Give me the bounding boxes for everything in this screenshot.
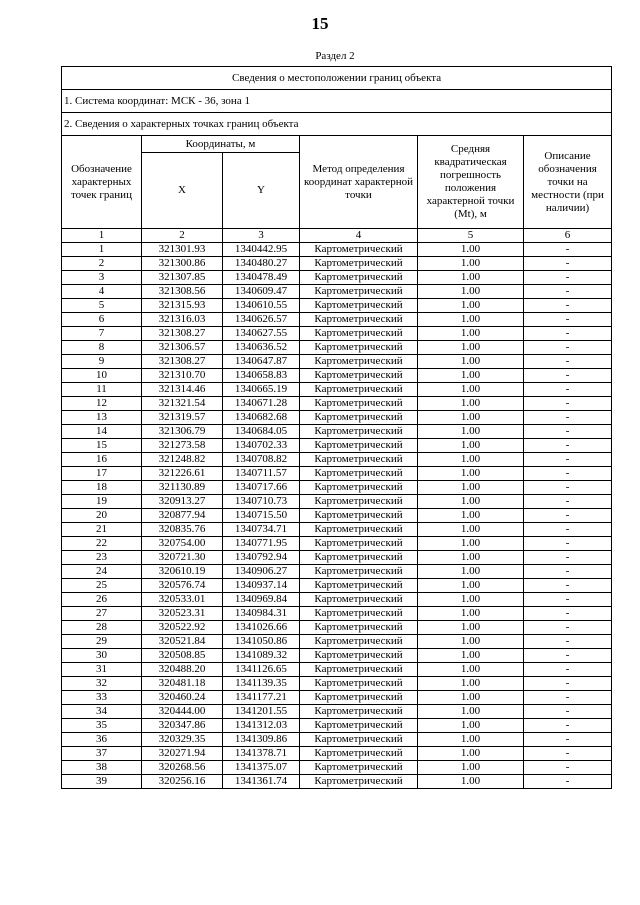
coord-y: 1341309.86 [223, 733, 300, 747]
column-number: 4 [300, 229, 418, 243]
error-value: 1.00 [418, 537, 524, 551]
coord-x: 320721.30 [142, 551, 223, 565]
description: - [524, 271, 612, 285]
coord-system-label: 1. Система координат: МСК - 36, зона 1 [62, 90, 612, 113]
error-value: 1.00 [418, 299, 524, 313]
description: - [524, 453, 612, 467]
point-id: 5 [62, 299, 142, 313]
table-row [62, 663, 612, 677]
coord-x: 320460.24 [142, 691, 223, 705]
error-value: 1.00 [418, 579, 524, 593]
coord-x: 321308.27 [142, 327, 223, 341]
coord-x: 321321.54 [142, 397, 223, 411]
error-value: 1.00 [418, 341, 524, 355]
method: Картометрический [300, 663, 418, 677]
method: Картометрический [300, 411, 418, 425]
error-value: 1.00 [418, 593, 524, 607]
coord-x: 320347.86 [142, 719, 223, 733]
description: - [524, 537, 612, 551]
method: Картометрический [300, 285, 418, 299]
description: - [524, 523, 612, 537]
point-id: 23 [62, 551, 142, 565]
table-row [62, 467, 612, 481]
error-value: 1.00 [418, 495, 524, 509]
error-value: 1.00 [418, 439, 524, 453]
table-row [62, 551, 612, 565]
description: - [524, 509, 612, 523]
coord-x: 320877.94 [142, 509, 223, 523]
coord-x: 320754.00 [142, 537, 223, 551]
point-id: 12 [62, 397, 142, 411]
column-number: 3 [223, 229, 300, 243]
coord-x: 321314.46 [142, 383, 223, 397]
coord-y: 1341201.55 [223, 705, 300, 719]
point-id: 20 [62, 509, 142, 523]
coord-x: 321300.86 [142, 257, 223, 271]
description: - [524, 649, 612, 663]
coord-y: 1340658.83 [223, 369, 300, 383]
coord-x: 320576.74 [142, 579, 223, 593]
header-x: X [142, 153, 223, 229]
description: - [524, 733, 612, 747]
description: - [524, 397, 612, 411]
description: - [524, 369, 612, 383]
coord-x: 321130.89 [142, 481, 223, 495]
coord-x: 320523.31 [142, 607, 223, 621]
coord-y: 1341050.86 [223, 635, 300, 649]
point-id: 22 [62, 537, 142, 551]
description: - [524, 327, 612, 341]
point-id: 7 [62, 327, 142, 341]
coord-y: 1340671.28 [223, 397, 300, 411]
coord-x: 320610.19 [142, 565, 223, 579]
method: Картометрический [300, 523, 418, 537]
coord-y: 1341361.74 [223, 775, 300, 789]
header-description: Описание обозначения точки на местности (при наличии) [524, 136, 612, 229]
coord-x: 320521.84 [142, 635, 223, 649]
coord-x: 320522.92 [142, 621, 223, 635]
coord-y: 1341126.65 [223, 663, 300, 677]
error-value: 1.00 [418, 257, 524, 271]
method: Картометрический [300, 579, 418, 593]
column-number: 5 [418, 229, 524, 243]
error-value: 1.00 [418, 369, 524, 383]
point-id: 11 [62, 383, 142, 397]
method: Картометрический [300, 369, 418, 383]
header-error: Средняя квадратическая погрешность положения характерной точки (Mt), м [418, 136, 524, 229]
coord-x: 321226.61 [142, 467, 223, 481]
coord-x: 321315.93 [142, 299, 223, 313]
error-value: 1.00 [418, 705, 524, 719]
coord-y: 1340792.94 [223, 551, 300, 565]
coord-y: 1340734.71 [223, 523, 300, 537]
error-value: 1.00 [418, 621, 524, 635]
point-id: 4 [62, 285, 142, 299]
error-value: 1.00 [418, 481, 524, 495]
method: Картометрический [300, 327, 418, 341]
table-row [62, 425, 612, 439]
error-value: 1.00 [418, 327, 524, 341]
method: Картометрический [300, 439, 418, 453]
table-row [62, 523, 612, 537]
coord-y: 1340906.27 [223, 565, 300, 579]
coord-x: 321316.03 [142, 313, 223, 327]
column-number-row [62, 229, 612, 243]
coord-y: 1341378.71 [223, 747, 300, 761]
method: Картометрический [300, 243, 418, 257]
section-label: Раздел 2 [315, 50, 355, 62]
table-row [62, 369, 612, 383]
method: Картометрический [300, 705, 418, 719]
method: Картометрический [300, 467, 418, 481]
coord-y: 1341089.32 [223, 649, 300, 663]
description: - [524, 593, 612, 607]
coord-x: 321308.27 [142, 355, 223, 369]
coord-y: 1340636.52 [223, 341, 300, 355]
coord-x: 320444.00 [142, 705, 223, 719]
table-row [62, 593, 612, 607]
coord-y: 1341026.66 [223, 621, 300, 635]
column-number: 6 [524, 229, 612, 243]
table-row [62, 285, 612, 299]
point-id: 15 [62, 439, 142, 453]
description: - [524, 551, 612, 565]
coord-y: 1340647.87 [223, 355, 300, 369]
coord-y: 1340708.82 [223, 453, 300, 467]
method: Картометрический [300, 733, 418, 747]
coord-y: 1340478.49 [223, 271, 300, 285]
coord-y: 1340610.55 [223, 299, 300, 313]
error-value: 1.00 [418, 663, 524, 677]
coord-y: 1341375.07 [223, 761, 300, 775]
table-row [62, 705, 612, 719]
method: Картометрический [300, 691, 418, 705]
description: - [524, 467, 612, 481]
table-row [62, 635, 612, 649]
table-row [62, 481, 612, 495]
error-value: 1.00 [418, 635, 524, 649]
table-row [62, 271, 612, 285]
coord-y: 1340684.05 [223, 425, 300, 439]
coord-x: 321319.57 [142, 411, 223, 425]
points-section-title: 2. Сведения о характерных точках границ объекта [62, 113, 612, 136]
description: - [524, 663, 612, 677]
description: - [524, 481, 612, 495]
point-id: 10 [62, 369, 142, 383]
point-id: 27 [62, 607, 142, 621]
description: - [524, 691, 612, 705]
table-row [62, 677, 612, 691]
description: - [524, 495, 612, 509]
error-value: 1.00 [418, 719, 524, 733]
coord-y: 1340937.14 [223, 579, 300, 593]
description: - [524, 383, 612, 397]
description: - [524, 411, 612, 425]
description: - [524, 719, 612, 733]
point-id: 30 [62, 649, 142, 663]
table-row [62, 327, 612, 341]
point-id: 14 [62, 425, 142, 439]
point-id: 1 [62, 243, 142, 257]
coord-y: 1340480.27 [223, 257, 300, 271]
point-id: 38 [62, 761, 142, 775]
method: Картометрический [300, 481, 418, 495]
point-id: 16 [62, 453, 142, 467]
table-row [62, 411, 612, 425]
method: Картометрический [300, 761, 418, 775]
point-id: 37 [62, 747, 142, 761]
header-coordinates: Координаты, м [142, 136, 300, 153]
error-value: 1.00 [418, 649, 524, 663]
table-row [62, 537, 612, 551]
method: Картометрический [300, 565, 418, 579]
coord-x: 320488.20 [142, 663, 223, 677]
coord-y: 1341139.35 [223, 677, 300, 691]
description: - [524, 299, 612, 313]
error-value: 1.00 [418, 271, 524, 285]
error-value: 1.00 [418, 509, 524, 523]
description: - [524, 635, 612, 649]
table-row [62, 579, 612, 593]
error-value: 1.00 [418, 397, 524, 411]
point-id: 24 [62, 565, 142, 579]
error-value: 1.00 [418, 733, 524, 747]
coord-y: 1340710.73 [223, 495, 300, 509]
table-row [62, 621, 612, 635]
method: Картометрический [300, 453, 418, 467]
coord-x: 320533.01 [142, 593, 223, 607]
point-id: 39 [62, 775, 142, 789]
point-id: 35 [62, 719, 142, 733]
method: Картометрический [300, 621, 418, 635]
description: - [524, 677, 612, 691]
point-id: 18 [62, 481, 142, 495]
point-id: 26 [62, 593, 142, 607]
method: Картометрический [300, 607, 418, 621]
table-row [62, 257, 612, 271]
description: - [524, 747, 612, 761]
method: Картометрический [300, 719, 418, 733]
coord-x: 320256.16 [142, 775, 223, 789]
description: - [524, 565, 612, 579]
coord-x: 321306.57 [142, 341, 223, 355]
description: - [524, 775, 612, 789]
point-id: 13 [62, 411, 142, 425]
point-id: 17 [62, 467, 142, 481]
method: Картометрический [300, 397, 418, 411]
coord-x: 320913.27 [142, 495, 223, 509]
method: Картометрический [300, 635, 418, 649]
coord-y: 1340771.95 [223, 537, 300, 551]
header-designation: Обозначение характерных точек границ [62, 136, 142, 229]
table-row [62, 733, 612, 747]
table-row [62, 299, 612, 313]
coord-x: 321306.79 [142, 425, 223, 439]
table-row [62, 747, 612, 761]
coord-x: 320268.56 [142, 761, 223, 775]
coord-x: 320481.18 [142, 677, 223, 691]
table-title: Сведения о местоположении границ объекта [62, 67, 612, 90]
error-value: 1.00 [418, 355, 524, 369]
table-row [62, 565, 612, 579]
coord-y: 1340717.66 [223, 481, 300, 495]
method: Картометрический [300, 775, 418, 789]
method: Картометрический [300, 509, 418, 523]
coord-y: 1340626.57 [223, 313, 300, 327]
header-method: Метод определения координат характерной точки [300, 136, 418, 229]
point-id: 2 [62, 257, 142, 271]
coord-x: 321301.93 [142, 243, 223, 257]
error-value: 1.00 [418, 551, 524, 565]
method: Картометрический [300, 649, 418, 663]
table-row [62, 509, 612, 523]
description: - [524, 705, 612, 719]
page-number: 15 [311, 14, 329, 33]
error-value: 1.00 [418, 775, 524, 789]
coord-x: 321273.58 [142, 439, 223, 453]
error-value: 1.00 [418, 411, 524, 425]
point-id: 31 [62, 663, 142, 677]
point-id: 32 [62, 677, 142, 691]
description: - [524, 243, 612, 257]
method: Картометрический [300, 495, 418, 509]
coord-y: 1340702.33 [223, 439, 300, 453]
error-value: 1.00 [418, 761, 524, 775]
header-y: Y [223, 153, 300, 229]
method: Картометрический [300, 551, 418, 565]
table-row [62, 243, 612, 257]
coord-x: 321308.56 [142, 285, 223, 299]
point-id: 25 [62, 579, 142, 593]
coord-y: 1340984.31 [223, 607, 300, 621]
description: - [524, 313, 612, 327]
method: Картометрический [300, 593, 418, 607]
table-row [62, 775, 612, 789]
description: - [524, 257, 612, 271]
coord-y: 1340665.19 [223, 383, 300, 397]
table-row [62, 439, 612, 453]
error-value: 1.00 [418, 565, 524, 579]
point-id: 28 [62, 621, 142, 635]
description: - [524, 285, 612, 299]
coord-y: 1341177.21 [223, 691, 300, 705]
table-row [62, 607, 612, 621]
coord-y: 1340682.68 [223, 411, 300, 425]
error-value: 1.00 [418, 467, 524, 481]
method: Картометрический [300, 355, 418, 369]
description: - [524, 579, 612, 593]
table-row [62, 453, 612, 467]
method: Картометрический [300, 747, 418, 761]
table-row [62, 495, 612, 509]
table-row [62, 383, 612, 397]
error-value: 1.00 [418, 607, 524, 621]
method: Картометрический [300, 425, 418, 439]
coord-x: 321248.82 [142, 453, 223, 467]
error-value: 1.00 [418, 523, 524, 537]
coord-x: 321307.85 [142, 271, 223, 285]
method: Картометрический [300, 299, 418, 313]
coord-x: 321310.70 [142, 369, 223, 383]
description: - [524, 607, 612, 621]
point-id: 19 [62, 495, 142, 509]
description: - [524, 341, 612, 355]
error-value: 1.00 [418, 285, 524, 299]
point-id: 8 [62, 341, 142, 355]
description: - [524, 439, 612, 453]
table-row [62, 761, 612, 775]
coord-y: 1340711.57 [223, 467, 300, 481]
table-row [62, 691, 612, 705]
error-value: 1.00 [418, 747, 524, 761]
error-value: 1.00 [418, 425, 524, 439]
error-value: 1.00 [418, 243, 524, 257]
error-value: 1.00 [418, 691, 524, 705]
point-id: 9 [62, 355, 142, 369]
method: Картометрический [300, 313, 418, 327]
table-row [62, 313, 612, 327]
coord-x: 320271.94 [142, 747, 223, 761]
coord-x: 320329.35 [142, 733, 223, 747]
point-id: 29 [62, 635, 142, 649]
error-value: 1.00 [418, 313, 524, 327]
description: - [524, 355, 612, 369]
coord-x: 320835.76 [142, 523, 223, 537]
description: - [524, 761, 612, 775]
point-id: 34 [62, 705, 142, 719]
method: Картометрический [300, 271, 418, 285]
table-row [62, 355, 612, 369]
method: Картометрический [300, 341, 418, 355]
point-id: 21 [62, 523, 142, 537]
point-id: 6 [62, 313, 142, 327]
table-row [62, 397, 612, 411]
coord-y: 1340442.95 [223, 243, 300, 257]
column-number: 2 [142, 229, 223, 243]
point-id: 36 [62, 733, 142, 747]
coord-y: 1340627.55 [223, 327, 300, 341]
method: Картометрический [300, 257, 418, 271]
point-id: 3 [62, 271, 142, 285]
error-value: 1.00 [418, 383, 524, 397]
coord-x: 320508.85 [142, 649, 223, 663]
table-row [62, 341, 612, 355]
error-value: 1.00 [418, 453, 524, 467]
description: - [524, 425, 612, 439]
point-id: 33 [62, 691, 142, 705]
table-row [62, 719, 612, 733]
method: Картометрический [300, 383, 418, 397]
method: Картометрический [300, 537, 418, 551]
description: - [524, 621, 612, 635]
boundary-points-table [61, 66, 612, 789]
method: Картометрический [300, 677, 418, 691]
error-value: 1.00 [418, 677, 524, 691]
table-row [62, 649, 612, 663]
column-number: 1 [62, 229, 142, 243]
coord-y: 1340609.47 [223, 285, 300, 299]
coord-y: 1340715.50 [223, 509, 300, 523]
coord-y: 1340969.84 [223, 593, 300, 607]
coord-y: 1341312.03 [223, 719, 300, 733]
